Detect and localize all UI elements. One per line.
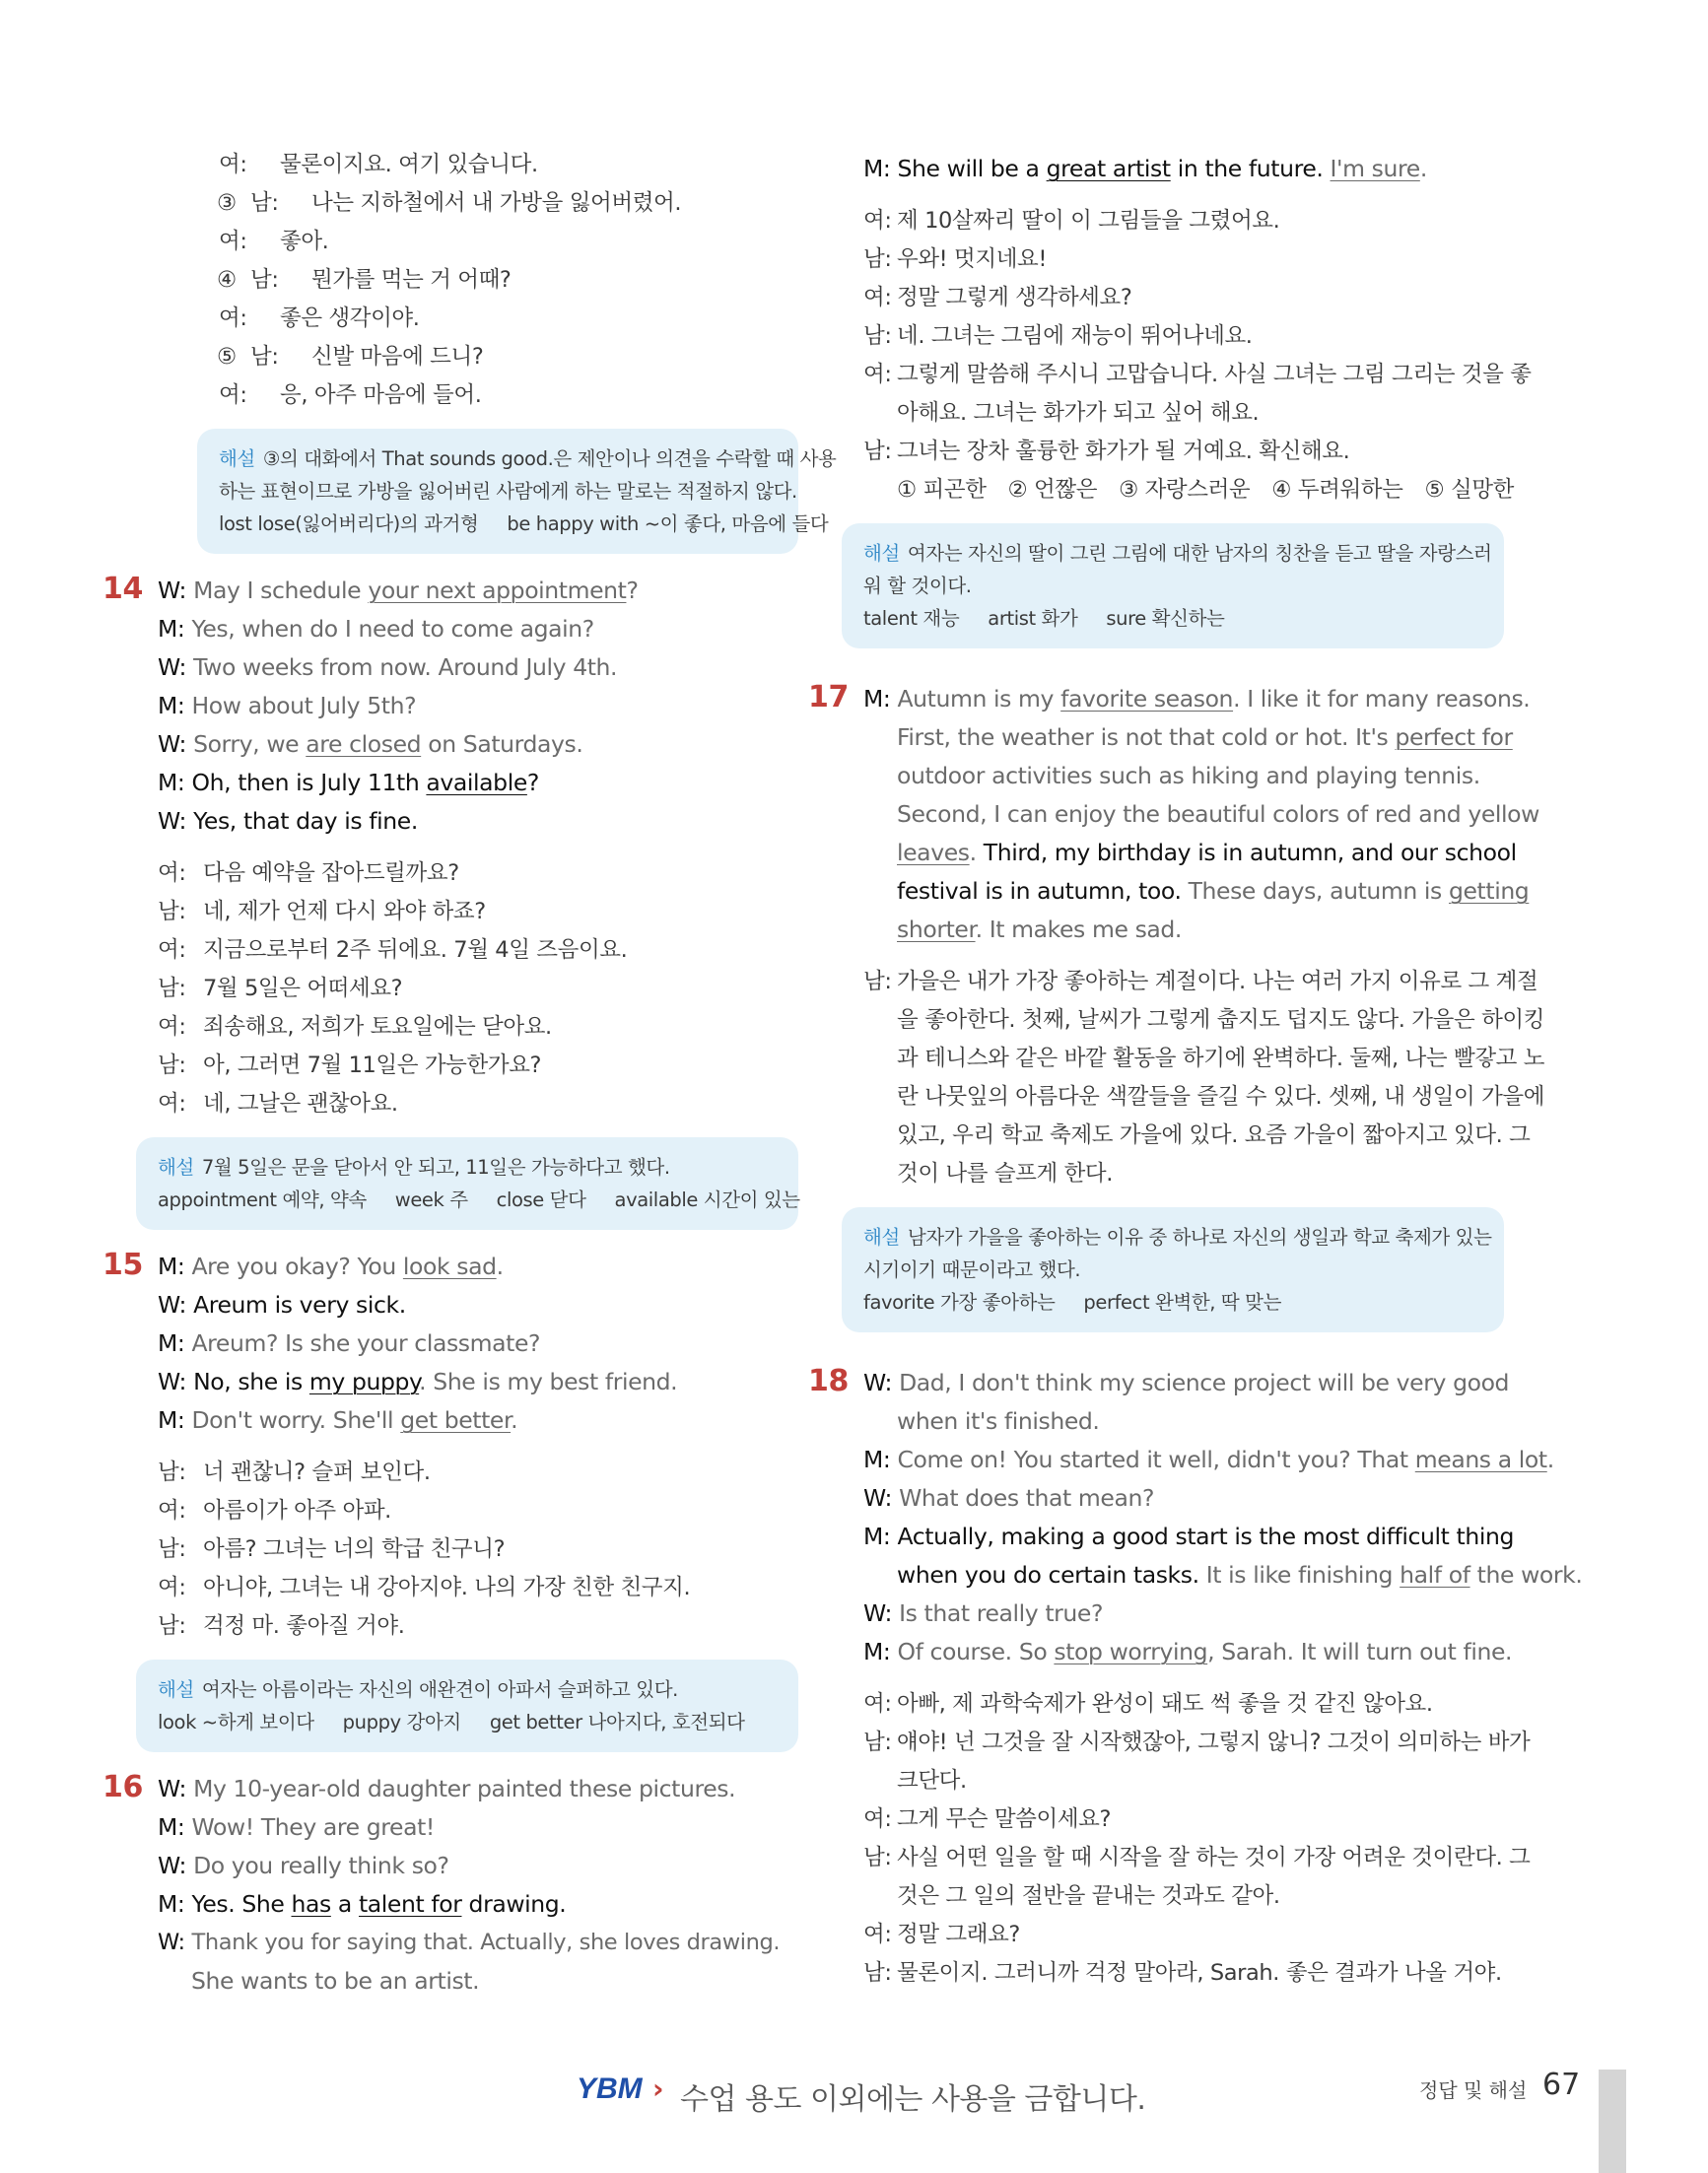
question-number: 15 <box>102 1248 143 1282</box>
dialogue-line: 18 W: Dad, I don't think my science project will be very good <box>808 1364 1510 1398</box>
translation-line: 여: 아름이가 아주 아파. <box>158 1498 391 1524</box>
dialogue-line: M: Of course. So stop worrying, Sarah. It will turn out fine. <box>863 1638 1513 1665</box>
question-number: 18 <box>808 1364 849 1398</box>
dialogue-line: 여: 좋아. <box>219 229 329 254</box>
page-edge-tab <box>1599 2070 1626 2173</box>
translation-line: 여: 다음 예약을 잡아드릴까요? <box>158 860 459 886</box>
translation-line: 남: 네, 제가 언제 다시 와야 하죠? <box>158 899 486 924</box>
answer-option: ⑤ 실망한 <box>1424 477 1514 503</box>
translation-line: 아해요. 그녀는 화가가 되고 싶어 해요. <box>897 400 1260 426</box>
dialogue-line: outdoor activities such as hiking and playing tennis. <box>897 762 1480 789</box>
explanation-line: 해설 여자는 자신의 딸이 그린 그림에 대한 남자의 칭찬을 듣고 딸을 자랑스러 <box>863 542 1492 565</box>
dialogue-line: 15 M: Are you okay? You look sad. <box>102 1248 504 1282</box>
explanation-line: 시기이기 때문이라고 했다. <box>863 1258 1081 1281</box>
dialogue-line: W: What does that mean? <box>863 1484 1155 1512</box>
answer-options <box>863 471 1553 509</box>
dialogue-line: M: Wow! They are great! <box>158 1813 435 1841</box>
translation-line: 여: 지금으로부터 2주 뒤에요. 7월 4일 즈음이요. <box>158 937 628 963</box>
translation-line: 남: 가을은 내가 가장 좋아하는 계절이다. 나는 여러 가지 이유로 그 계절 <box>863 969 1538 994</box>
explanation-line: 해설 남자가 가을을 좋아하는 이유 중 하나로 자신의 생일과 학교 축제가 있는 <box>863 1226 1492 1249</box>
dialogue-line: M: Don't worry. She'll get better. <box>158 1406 518 1434</box>
translation-line: 남: 우와! 멋지네요! <box>863 246 1048 272</box>
translation-line: 여: 그게 무슨 말씀이세요? <box>863 1806 1112 1832</box>
translation-line: 남: 아름? 그녀는 너의 학급 친구니? <box>158 1536 506 1562</box>
translation-line: 남: 네. 그녀는 그림에 재능이 뛰어나네요. <box>863 323 1253 349</box>
dialogue-line: 여: 물론이지요. 여기 있습니다. <box>219 152 538 177</box>
dialogue-line: M: She will be a great artist in the future. I'm sure. <box>863 155 1427 182</box>
explanation-box <box>842 523 1504 648</box>
answer-option: ④ 두려워하는 <box>1271 477 1403 503</box>
vocabulary-line: appointment 예약, 약속 week 주 close 닫다 available 시간이 있는 <box>158 1188 800 1211</box>
right-column <box>808 150 1583 1993</box>
translation-line: 있고, 우리 학교 축제도 가을에 있다. 요즘 가을이 짧아지고 있다. 그 <box>897 1122 1531 1148</box>
dialogue-line: 여: 좋은 생각이야. <box>219 306 420 331</box>
dialogue-line: Second, I can enjoy the beautiful colors of red and yellow <box>897 800 1539 828</box>
vocabulary-line: talent 재능 artist 화가 sure 확신하는 <box>863 607 1225 630</box>
dialogue-line: festival is in autumn, too. These days, autumn is getting <box>897 877 1530 905</box>
translation-line: 남: 얘야! 넌 그것을 잘 시작했잖아, 그렇지 않니? 그것이 의미하는 바가 <box>863 1730 1531 1755</box>
translation-line: 것이 나를 슬프게 한다. <box>897 1161 1114 1187</box>
dialogue-line: 14 W: May I schedule your next appointment? <box>102 572 639 606</box>
translation-line: 남: 사실 어떤 일을 할 때 시작을 잘 하는 것이 가장 어려운 것이란다. 그 <box>863 1845 1531 1870</box>
translation-line: 남: 그녀는 장차 훌륭한 화가가 될 거예요. 확신해요. <box>863 439 1350 464</box>
dialogue-line: shorter. It makes me sad. <box>897 916 1183 943</box>
translation-line: 과 테니스와 같은 바깥 활동을 하기에 완벽하다. 둘째, 나는 빨갛고 노 <box>897 1046 1545 1071</box>
dialogue-line: W: Yes, that day is fine. <box>158 807 418 835</box>
explanation-line: 하는 표현이므로 가방을 잃어버린 사람에게 하는 말로는 적절하지 않다. <box>219 480 797 503</box>
dialogue-line: when it's finished. <box>897 1407 1100 1435</box>
translation-line: 란 나뭇잎의 아름다운 색깔들을 즐길 수 있다. 셋째, 내 생일이 가을에 <box>897 1084 1545 1110</box>
translation-line: 남: 걱정 마. 좋아질 거야. <box>158 1613 405 1639</box>
page-number: 67 <box>1542 2068 1581 2102</box>
translation-line: 여: 제 10살짜리 딸이 이 그림들을 그렸어요. <box>863 208 1280 234</box>
dialogue-line: W: No, she is my puppy. She is my best friend. <box>158 1368 678 1395</box>
translation-line: 여: 네, 그날은 괜찮아요. <box>158 1091 398 1117</box>
dialogue-line: M: Oh, then is July 11th available? <box>158 769 539 796</box>
answer-option: ③ 자랑스러운 <box>1119 477 1251 503</box>
ybm-logo: YBM <box>577 2072 643 2105</box>
explanation-line: 해설 ③의 대화에서 That sounds good.은 제안이나 의견을 수락할 때 사용 <box>219 447 837 470</box>
dialogue-line: W: Do you really think so? <box>158 1852 449 1879</box>
vocabulary-line: look ~하게 보이다 puppy 강아지 get better 나아지다, 호전되다 <box>158 1711 745 1733</box>
explanation-line: 해설 7월 5일은 문을 닫아서 안 되고, 11일은 가능하다고 했다. <box>158 1156 670 1179</box>
translation-line: 남: 물론이지. 그러니까 걱정 말아라, Sarah. 좋은 결과가 나올 거야. <box>863 1960 1502 1986</box>
translation-line: 남: 너 괜찮니? 슬퍼 보인다. <box>158 1460 431 1485</box>
explanation-line: 해설 여자는 아름이라는 자신의 애완견이 아파서 슬퍼하고 있다. <box>158 1678 678 1701</box>
vocabulary-line: lost lose(잃어버리다)의 과거형 be happy with ~이 좋다, 마음에 들다 <box>219 512 829 535</box>
translation-line: 여: 그렇게 말씀해 주시니 고맙습니다. 사실 그녀는 그림 그리는 것을 좋 <box>863 362 1532 387</box>
explanation-line: 워 할 것이다. <box>863 575 972 597</box>
dialogue-line: W: Sorry, we are closed on Saturdays. <box>158 730 583 758</box>
section-label: 정답 및 해설 <box>1419 2078 1528 2102</box>
explanation-box <box>136 1137 798 1230</box>
translation-line: 여: 아니야, 그녀는 내 강아지야. 나의 가장 친한 친구지. <box>158 1575 691 1600</box>
translation-line: 남: 7월 5일은 어떠세요? <box>158 976 403 1001</box>
question-number: 16 <box>102 1770 143 1804</box>
dialogue-line: leaves. Third, my birthday is in autumn, and our school <box>897 839 1517 866</box>
translation-line: 여: 죄송해요, 저희가 토요일에는 닫아요. <box>158 1014 552 1040</box>
dialogue-line: ⑤ 남: 신발 마음에 드니? <box>217 344 484 370</box>
explanation-box <box>842 1207 1504 1332</box>
answer-option: ① 피곤한 <box>897 477 987 503</box>
dialogue-line: W: Is that really true? <box>863 1599 1104 1627</box>
dialogue-line: 여: 응, 아주 마음에 들어. <box>219 382 482 408</box>
translation-line: 여: 아빠, 제 과학숙제가 완성이 돼도 썩 좋을 것 같진 않아요. <box>863 1691 1433 1717</box>
translation-line: 크단다. <box>897 1768 967 1794</box>
dialogue-line: M: Come on! You started it well, didn't you? That means a lot. <box>863 1446 1554 1473</box>
dialogue-line: 16 W: My 10-year-old daughter painted these pictures. <box>102 1770 736 1804</box>
translation-line: 것은 그 일의 절반을 끝내는 것과도 같아. <box>897 1883 1280 1909</box>
explanation-box <box>136 1660 798 1752</box>
page-footer <box>0 2065 1708 2124</box>
translation-line: 을 좋아한다. 첫째, 날씨가 그렇게 춥지도 덥지도 않다. 가을은 하이킹 <box>897 1007 1545 1033</box>
vocabulary-line: favorite 가장 좋아하는 perfect 완벽한, 딱 맞는 <box>863 1291 1282 1314</box>
dialogue-line: M: Yes, when do I need to come again? <box>158 615 594 643</box>
dialogue-line: M: Yes. She has a talent for drawing. <box>158 1890 567 1918</box>
dialogue-line: ④ 남: 뭔가를 먹는 거 어때? <box>217 267 512 293</box>
dialogue-line: when you do certain tasks. It is like finishing half of the work. <box>897 1561 1583 1589</box>
dialogue-line: W: Thank you for saying that. Actually, she loves drawing. <box>158 1930 781 1955</box>
translation-line: 여: 정말 그렇게 생각하세요? <box>863 285 1132 310</box>
answer-option: ② 언짢은 <box>1007 477 1098 503</box>
dialogue-line: She wants to be an artist. <box>191 1967 480 1995</box>
dialogue-line: W: Two weeks from now. Around July 4th. <box>158 653 618 681</box>
dialogue-line: M: Areum? Is she your classmate? <box>158 1329 541 1357</box>
dialogue-line: M: Actually, making a good start is the most difficult thing <box>863 1523 1515 1550</box>
explanation-box <box>197 429 837 554</box>
question-number: 14 <box>102 572 143 606</box>
question-number: 17 <box>808 680 849 714</box>
translation-line: 남: 아, 그러면 7월 11일은 가능한가요? <box>158 1053 542 1078</box>
translation-line: 여: 정말 그래요? <box>863 1922 1020 1947</box>
usage-notice: 수업 용도 이외에는 사용을 금합니다. <box>680 2082 1146 2117</box>
dialogue-line: 17 M: Autumn is my favorite season. I like it for many reasons. <box>808 680 1531 714</box>
dialogue-line: First, the weather is not that cold or hot. It's perfect for <box>897 723 1513 751</box>
left-column <box>102 146 848 2001</box>
dialogue-line: M: How about July 5th? <box>158 692 417 719</box>
dialogue-line: W: Areum is very sick. <box>158 1291 406 1319</box>
dialogue-line: ③ 남: 나는 지하철에서 내 가방을 잃어버렸어. <box>217 190 682 216</box>
chevron-right-icon: › <box>652 2072 664 2105</box>
